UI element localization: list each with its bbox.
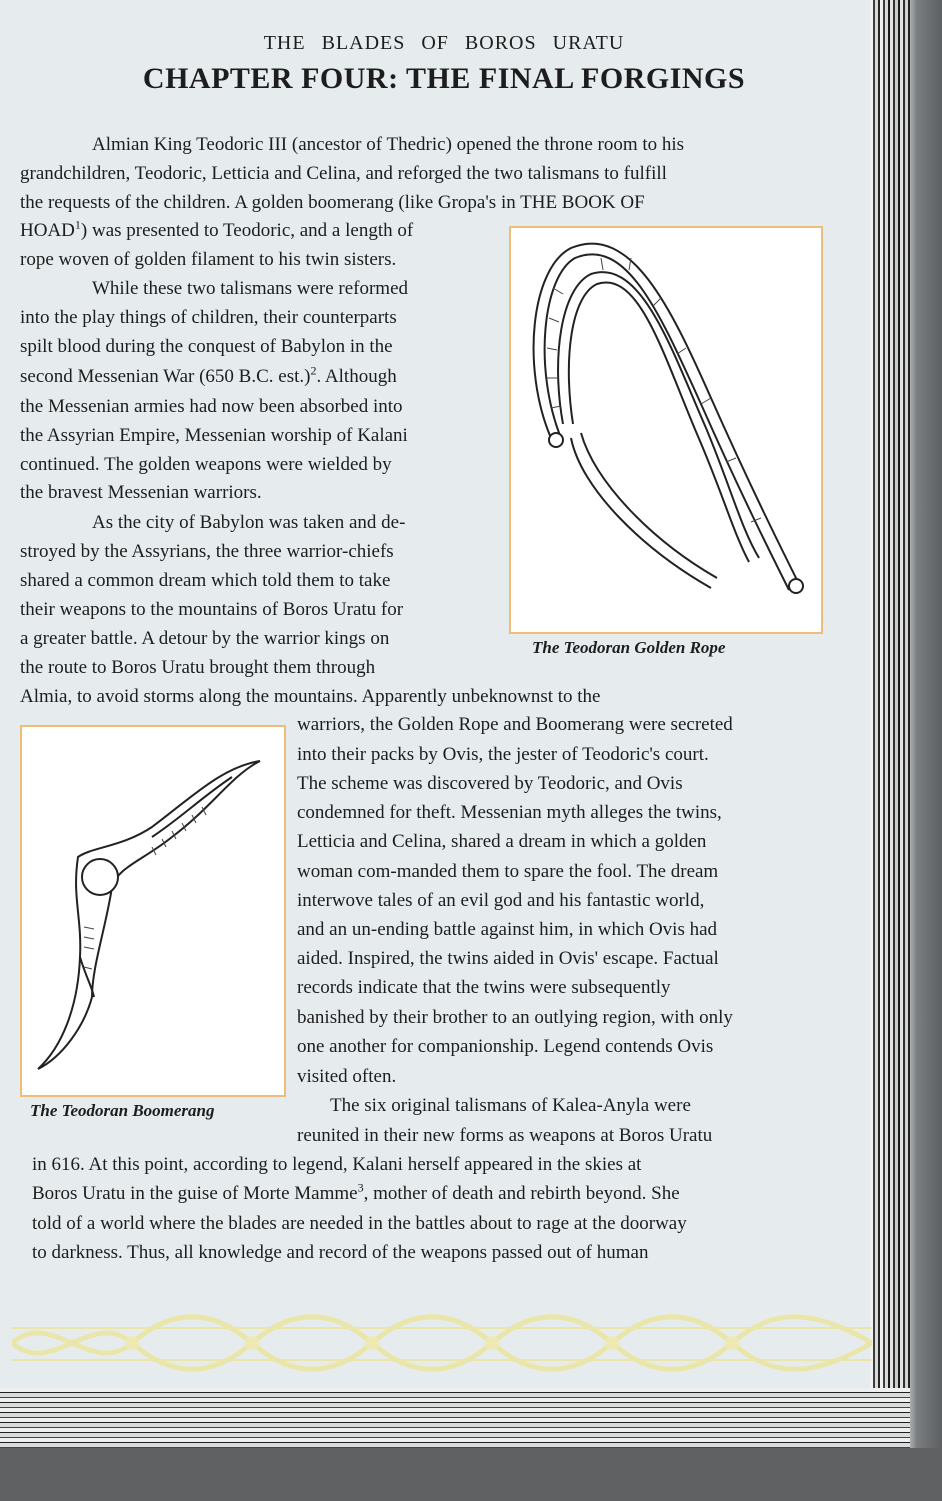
golden-rope-illustration [511, 228, 821, 632]
boomerang-caption: The Teodoran Boomerang [30, 1101, 215, 1120]
text-line: visited often. [297, 1066, 397, 1087]
text-line: woman com-manded them to spare the fool. The dream [297, 861, 719, 882]
text-line: a greater battle. A detour by the warrior kings on [20, 628, 390, 649]
text-line: the route to Boros Uratu brought them through [20, 657, 376, 678]
text-line: and an un-ending battle against him, in which Ovis had [297, 919, 718, 940]
book-series-title: THE BLADES OF BOROS URATU [263, 32, 625, 54]
text-line: continued. The golden weapons were wielded by [20, 454, 392, 475]
rope-caption: The Teodoran Golden Rope [532, 638, 726, 657]
text-line: the bravest Messenian warriors. [20, 482, 262, 503]
text-line: the Assyrian Empire, Messenian worship of Kalani [20, 425, 408, 446]
footnote-mark: 1 [74, 217, 81, 232]
sketched-bottom-border [0, 1388, 910, 1448]
rope-knot-end [789, 579, 803, 593]
text-line: to darkness. Thus, all knowledge and record of the weapons passed out of human [32, 1242, 649, 1263]
text-line: Almia, to avoid storms along the mountains. Apparently unbeknownst to the [20, 686, 601, 707]
boomerang-ring [82, 859, 118, 895]
text-line: stroyed by the Assyrians, the three warrior-chiefs [20, 541, 394, 562]
text-line: grandchildren, Teodoric, Letticia and Celina, and reforged the two talismans to fulfill [20, 163, 667, 184]
text-line: HOAD$^1$) was presented to Teodoric, and a length of [20, 217, 414, 241]
text-line: in 616. At this point, according to legend, Kalani herself appeared in the skies at [32, 1154, 642, 1175]
text-line: into the play things of children, their counterparts [20, 307, 397, 328]
text-line: condemned for theft. Messenian myth alleges the twins, [297, 802, 722, 823]
text-line: The scheme was discovered by Teodoric, and Ovis [297, 773, 683, 794]
boomerang-illustration [22, 727, 284, 1095]
text-line: aided. Inspired, the twins aided in Ovis' escape. Factual [297, 948, 719, 969]
chapter-title: CHAPTER FOUR: THE FINAL FORGINGS [142, 62, 746, 95]
text-line: The six original talismans of Kalea-Anyla were [330, 1095, 691, 1116]
text-line: interwove tales of an evil god and his fantastic world, [297, 890, 705, 911]
text-line: rope woven of golden filament to his twin sisters. [20, 249, 397, 270]
text-line: Almian King Teodoric III (ancestor of Thedric) opened the throne room to his [92, 134, 685, 155]
text-line: banished by their brother to an outlying region, with only [297, 1007, 733, 1028]
text-line: While these two talismans were reformed [92, 278, 409, 299]
rope-figure-frame [509, 226, 823, 634]
text-line: warriors, the Golden Rope and Boomerang were secreted [297, 714, 733, 735]
text-line: their weapons to the mountains of Boros Uratu for [20, 599, 404, 620]
bottom-margin [0, 1448, 942, 1501]
book-edge [906, 0, 942, 1501]
boomerang-figure-frame [20, 725, 286, 1097]
gold-knotwork-band [12, 1298, 872, 1388]
text-line: As the city of Babylon was taken and de- [92, 512, 406, 533]
rope-knot-end [549, 433, 563, 447]
text-line: Letticia and Celina, shared a dream in which a golden [297, 831, 707, 852]
text-line: reunited in their new forms as weapons at Boros Uratu [297, 1125, 713, 1146]
text-line: into their packs by Ovis, the jester of Teodoric's court. [297, 744, 709, 765]
text-line: told of a world where the blades are needed in the battles about to rage at the doorway [32, 1213, 687, 1234]
text-line: records indicate that the twins were subsequently [297, 977, 671, 998]
text-line: one another for companionship. Legend contends Ovis [297, 1036, 714, 1057]
text-line: Boros Uratu in the guise of Morte Mamme$^3$, mother of death and rebirth beyond. She [32, 1180, 680, 1204]
footnote-mark: 2 [310, 363, 317, 378]
text-line: the Messenian armies had now been absorbed into [20, 396, 403, 417]
text-line: second Messenian War (650 B.C. est.)$^2$. Although [20, 363, 397, 387]
text-line: the requests of the children. A golden boomerang (like Gropa's in THE BOOK OF [20, 192, 645, 213]
sketched-right-border [870, 0, 910, 1440]
footnote-mark: 3 [357, 1180, 364, 1195]
text-line: shared a common dream which told them to take [20, 570, 391, 591]
text-line: spilt blood during the conquest of Babylon in the [20, 336, 393, 357]
